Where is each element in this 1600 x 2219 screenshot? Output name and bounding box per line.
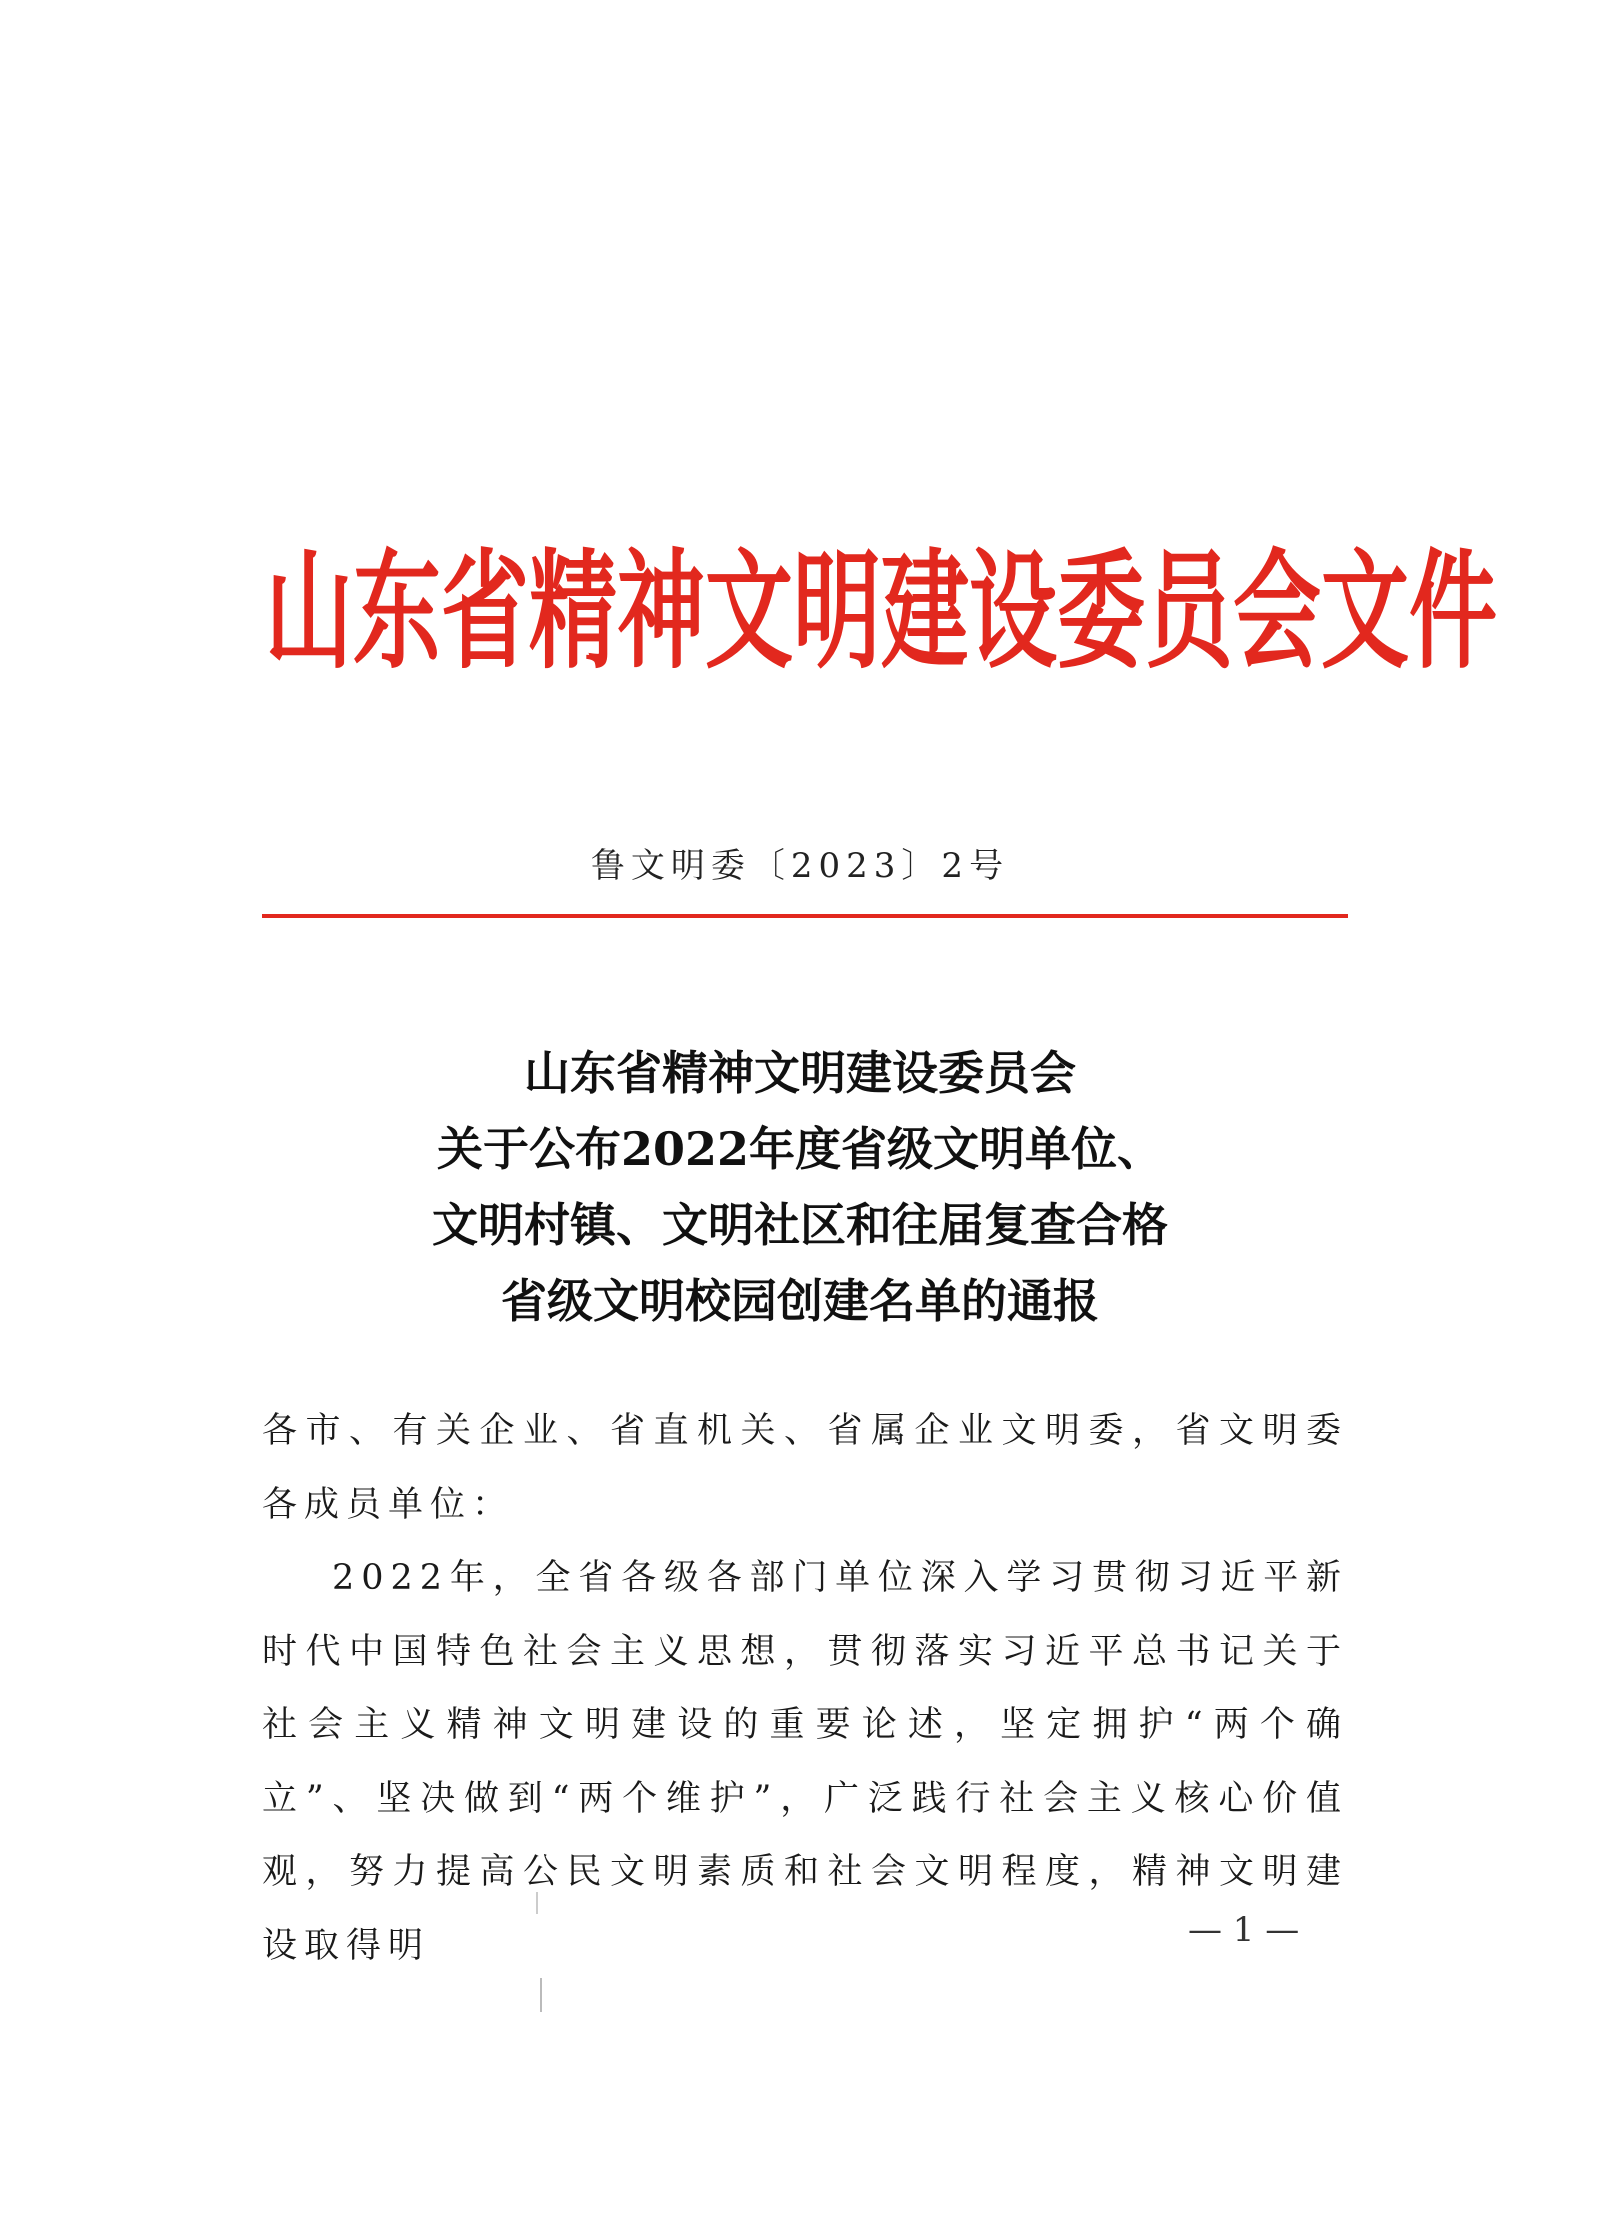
notice-title-line-4: 省级文明校园创建名单的通报 <box>501 1274 1099 1328</box>
notice-title-line-2: 关于公布2022年度省级文明单位、 <box>436 1122 1164 1176</box>
scan-artifact-mark <box>540 1978 542 2012</box>
notice-title-line-1: 山东省精神文明建设委员会 <box>524 1046 1076 1100</box>
salutation: 各市、有关企业、省直机关、省属企业文明委，省文明委各成员单位： <box>262 1411 1348 1525</box>
notice-title <box>0 1035 1600 1339</box>
page-number: — 1 — <box>1188 1910 1300 1950</box>
body-paragraph-1: 2022年，全省各级各部门单位深入学习贯彻习近平新时代中国特色社会主义思想，贯彻落实习近平总书记关于社会主义精神文明建设的重要论述，坚定拥护“两个确立”、坚决做到“两个维护”，广泛践行社会主义核心价值观，努力提高公民文明素质和社会文明程度，精神文明建设取得明 <box>262 1558 1348 1966</box>
document-header-title: 山东省精神文明建设委员会文件 <box>265 536 1498 686</box>
notice-title-line-3: 文明村镇、文明社区和往届复查合格 <box>432 1198 1168 1252</box>
document-number: 鲁文明委〔2023〕2号 <box>590 846 1010 886</box>
header-red-rule <box>262 914 1348 918</box>
scan-artifact-mark <box>536 1892 538 1914</box>
notice-body <box>262 1395 1348 1983</box>
